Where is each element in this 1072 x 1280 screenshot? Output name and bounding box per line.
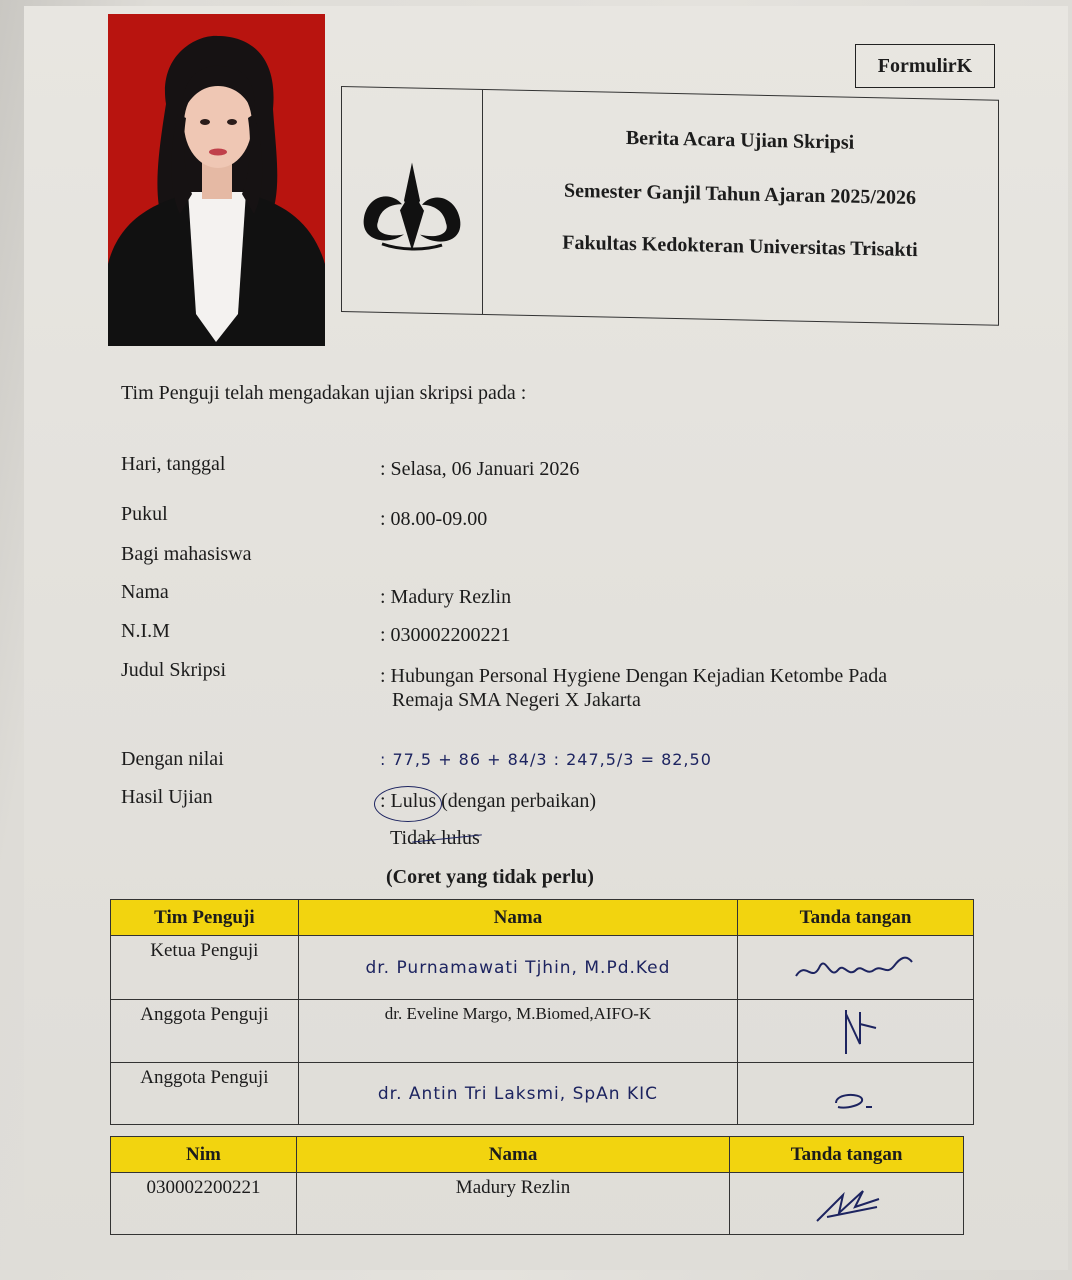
intro-text: Tim Penguji telah mengadakan ujian skripsi pada :: [121, 382, 527, 404]
examiners-table: [110, 899, 974, 1125]
signature-cell: [738, 1000, 974, 1063]
signature-cell: [738, 1063, 974, 1125]
university-logo-icon: [360, 159, 464, 258]
header-nama: Nama: [296, 1137, 729, 1173]
student-photo: [108, 14, 325, 346]
hari-label: Hari, tanggal: [121, 453, 226, 475]
hasil-label: Hasil Ujian: [121, 786, 213, 808]
form-code-box: FormulirK: [855, 44, 995, 88]
bagi-mahasiswa-label: Bagi mahasiswa: [121, 543, 252, 565]
judul-label: Judul Skripsi: [121, 659, 227, 681]
table-row: [111, 1173, 964, 1235]
nama-label: Nama: [121, 581, 169, 603]
pukul-label: Pukul: [121, 503, 168, 525]
header-box: [341, 86, 999, 326]
table-row: [111, 1063, 974, 1125]
nim-label: N.I.M: [121, 620, 170, 642]
signature-cell: [738, 936, 974, 1000]
header-faculty: Fakultas Kedokteran Universitas Trisakti: [562, 231, 918, 262]
examiner-role: Anggota Penguji: [111, 1000, 299, 1063]
nilai-label: Dengan nilai: [121, 748, 224, 770]
nim-value: : 030002200221: [380, 624, 511, 646]
tidak-lulus-text: Tidak lulus: [390, 827, 480, 849]
signature-cell: [730, 1173, 964, 1235]
judul-value-line2: Remaja SMA Negeri X Jakarta: [392, 689, 641, 711]
coret-note: (Coret yang tidak perlu): [386, 866, 594, 888]
signature-student: [797, 1177, 897, 1227]
signature-ketua: [786, 940, 926, 990]
judul-value-line1: : Hubungan Personal Hygiene Dengan Kejadian Ketombe Pada: [380, 665, 888, 687]
header-tanda-tangan: Tanda tangan: [730, 1137, 964, 1173]
examiner-name: dr. Antin Tri Laksmi, SpAn KIC: [298, 1063, 737, 1125]
nama-value: : Madury Rezlin: [380, 586, 512, 608]
header-tanda-tangan: Tanda tangan: [738, 900, 974, 936]
pukul-value: : 08.00-09.00: [380, 508, 488, 530]
examiner-name: dr. Eveline Margo, M.Biomed,AIFO-K: [298, 1000, 737, 1063]
examiners-header-row: [111, 900, 974, 936]
table-row: [111, 936, 974, 1000]
examiner-name: dr. Purnamawati Tjhin, M.Pd.Ked: [298, 936, 737, 1000]
examiner-role: Anggota Penguji: [111, 1063, 299, 1125]
signature-anggota-1: [816, 1004, 896, 1058]
nilai-value: : 77,5 + 86 + 84/3 : 247,5/3 = 82,50: [380, 750, 712, 769]
examiner-role: Ketua Penguji: [111, 936, 299, 1000]
signature-anggota-2: [816, 1067, 896, 1117]
student-table: [110, 1136, 964, 1235]
header-nama: Nama: [298, 900, 737, 936]
student-nim: 030002200221: [111, 1173, 297, 1235]
lulus-circle-mark: [374, 786, 442, 822]
header-nim: Nim: [111, 1137, 297, 1173]
hari-value: : Selasa, 06 Januari 2026: [380, 458, 580, 480]
table-row: [111, 1000, 974, 1063]
header-semester: Semester Ganjil Tahun Ajaran 2025/2026: [564, 179, 916, 210]
header-tim-penguji: Tim Penguji: [111, 900, 299, 936]
student-header-row: [111, 1137, 964, 1173]
hasil-value: : Lulus (dengan perbaikan): [380, 790, 597, 812]
header-title: Berita Acara Ujian Skripsi: [625, 126, 855, 154]
student-name: Madury Rezlin: [296, 1173, 729, 1235]
